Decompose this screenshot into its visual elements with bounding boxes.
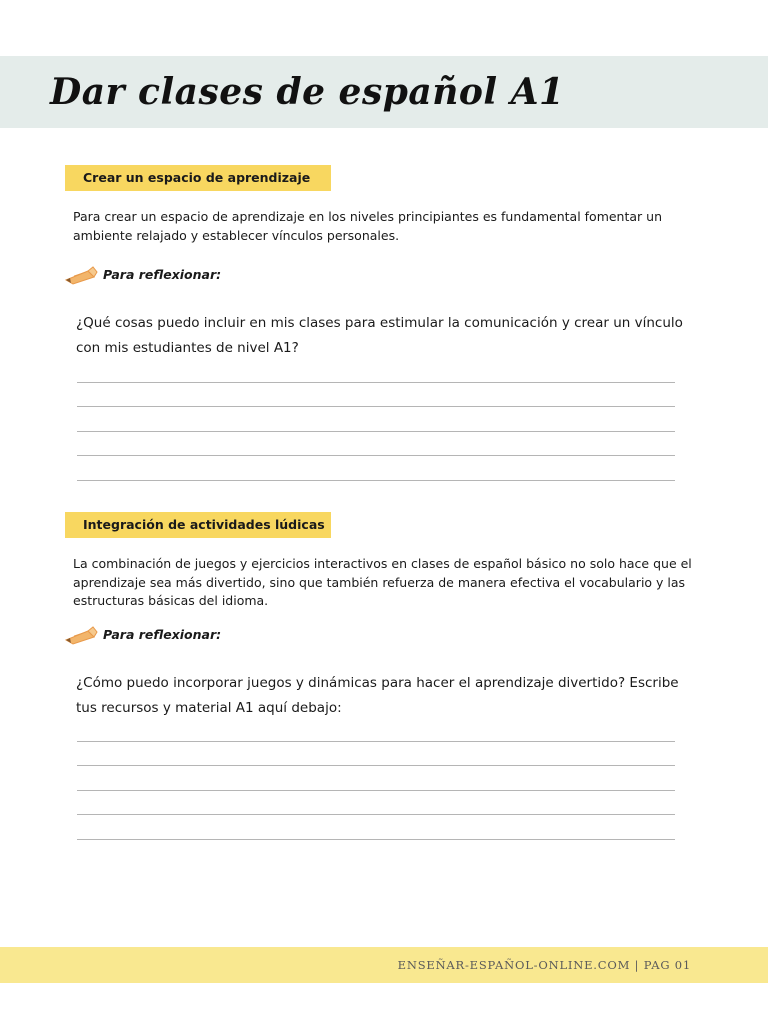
answer-line[interactable] bbox=[77, 358, 675, 383]
pencil-icon bbox=[64, 622, 98, 646]
section-body: La combinación de juegos y ejercicios interactivos en clases de español básico no solo hace que el aprendizaje sea más divertido, sino que también refuerza de manera efectiva el vocabulario y las estructuras básicas del idioma. bbox=[73, 556, 692, 608]
answer-line[interactable] bbox=[77, 432, 675, 457]
answer-line[interactable] bbox=[77, 815, 675, 840]
pencil-icon bbox=[64, 262, 98, 286]
answer-lines[interactable] bbox=[77, 717, 675, 840]
answer-line[interactable] bbox=[77, 766, 675, 791]
page-title: Dar clases de español A1 bbox=[50, 71, 565, 113]
reflect-heading bbox=[64, 262, 221, 286]
footer-site-page: ENSEÑAR-ESPAÑOL-ONLINE.COM | PAG 01 bbox=[397, 958, 691, 972]
reflect-label: Para reflexionar: bbox=[103, 626, 222, 642]
reflect-heading bbox=[64, 622, 221, 646]
section-label-actividades-ludicas: Integración de actividades lúdicas bbox=[65, 512, 331, 538]
answer-line[interactable] bbox=[77, 383, 675, 408]
reflection-question: ¿Qué cosas puedo incluir en mis clases para estimular la comunicación y crear un vínculo con mis estudiantes de nivel A1? bbox=[76, 315, 683, 356]
answer-line[interactable] bbox=[77, 717, 675, 742]
answer-line[interactable] bbox=[77, 791, 675, 816]
section-label-crear-espacio: Crear un espacio de aprendizaje bbox=[65, 165, 331, 191]
answer-line[interactable] bbox=[77, 456, 675, 481]
answer-line[interactable] bbox=[77, 742, 675, 767]
reflection-question: ¿Cómo puedo incorporar juegos y dinámicas para hacer el aprendizaje divertido? Escribe tus recursos y material A1 aquí debajo: bbox=[76, 675, 679, 716]
section-body: Para crear un espacio de aprendizaje en los niveles principiantes es fundamental fomentar un ambiente relajado y establecer vínculos personales. bbox=[73, 209, 663, 243]
answer-line[interactable] bbox=[77, 407, 675, 432]
reflect-label: Para reflexionar: bbox=[103, 266, 222, 282]
answer-lines[interactable] bbox=[77, 358, 675, 481]
